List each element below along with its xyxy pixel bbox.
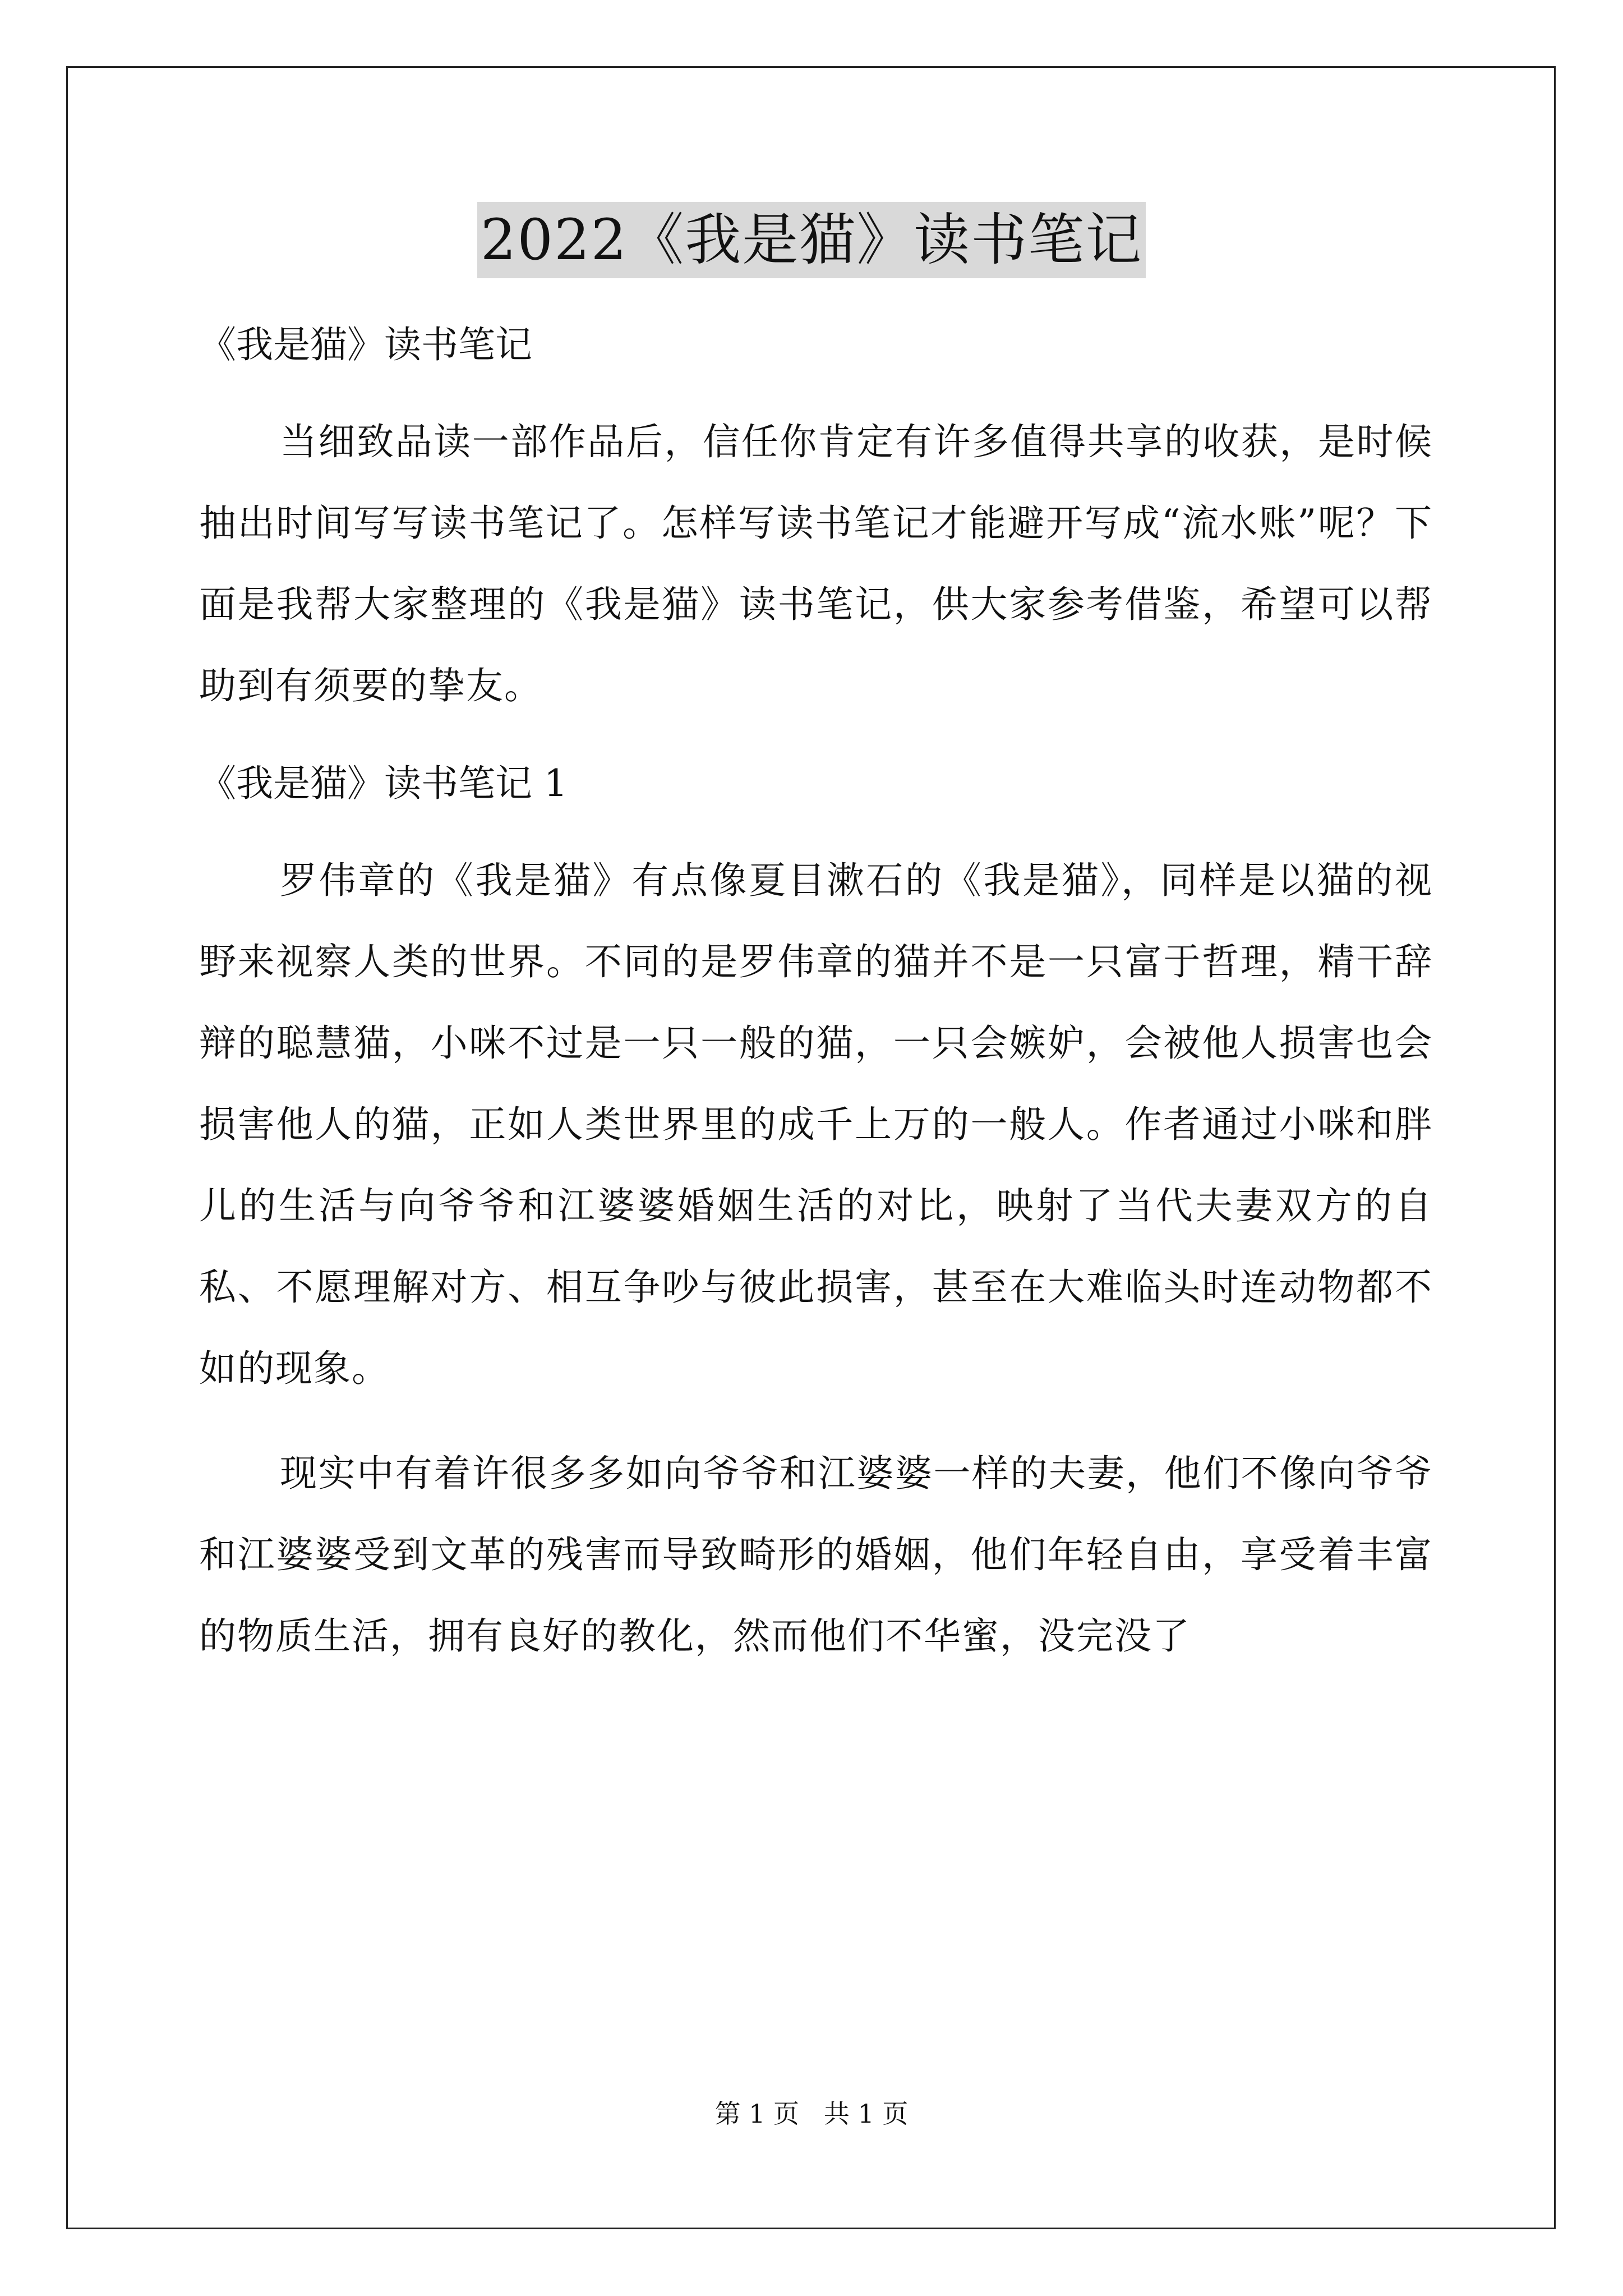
section-1-paragraph-1: 罗伟章的《我是猫》有点像夏目漱石的《我是猫》，同样是以猫的视野来视察人类的世界。不同的是罗伟章的猫并不是一只富于哲理，精干辞辩的聪慧猫，小咪不过是一只一般的猫，一只会嫉妒，会被他人损害也会损害他人的猫，正如人类世界里的成千上万的一般人。作者通过小咪和胖儿的生活与向爷爷和江婆婆婚姻生活的对比，映射了当代夫妻双方的自私、不愿理解对方、相互争吵与彼此损害，甚至在大难临头时连动物都不如的现象。 [199, 859, 1433, 1390]
main-subheading: 《我是猫》读书笔记 [199, 323, 532, 366]
section-1-heading: 《我是猫》读书笔记 1 [199, 762, 568, 805]
page-footer: 第 1 页 共 1 页 [714, 2099, 909, 2129]
intro-paragraph: 当细致品读一部作品后，信任你肯定有许多值得共享的收获，是时候抽出时间写写读书笔记了。怎样写读书笔记才能避开写成“流水账”呢？下面是我帮大家整理的《我是猫》读书笔记，供大家参考借鉴，希望可以帮助到有须要的挚友。 [199, 420, 1433, 707]
section-1-paragraph-2: 现实中有着许很多多如向爷爷和江婆婆一样的夫妻，他们不像向爷爷和江婆婆受到文革的残害而导致畸形的婚姻，他们年轻自由，享受着丰富的物质生活，拥有良好的教化，然而他们不华蜜，没完没了 [199, 1452, 1433, 1658]
document-title: 2022《我是猫》读书笔记 [477, 202, 1146, 278]
title-container [0, 202, 1623, 278]
document-body [199, 311, 1433, 1700]
